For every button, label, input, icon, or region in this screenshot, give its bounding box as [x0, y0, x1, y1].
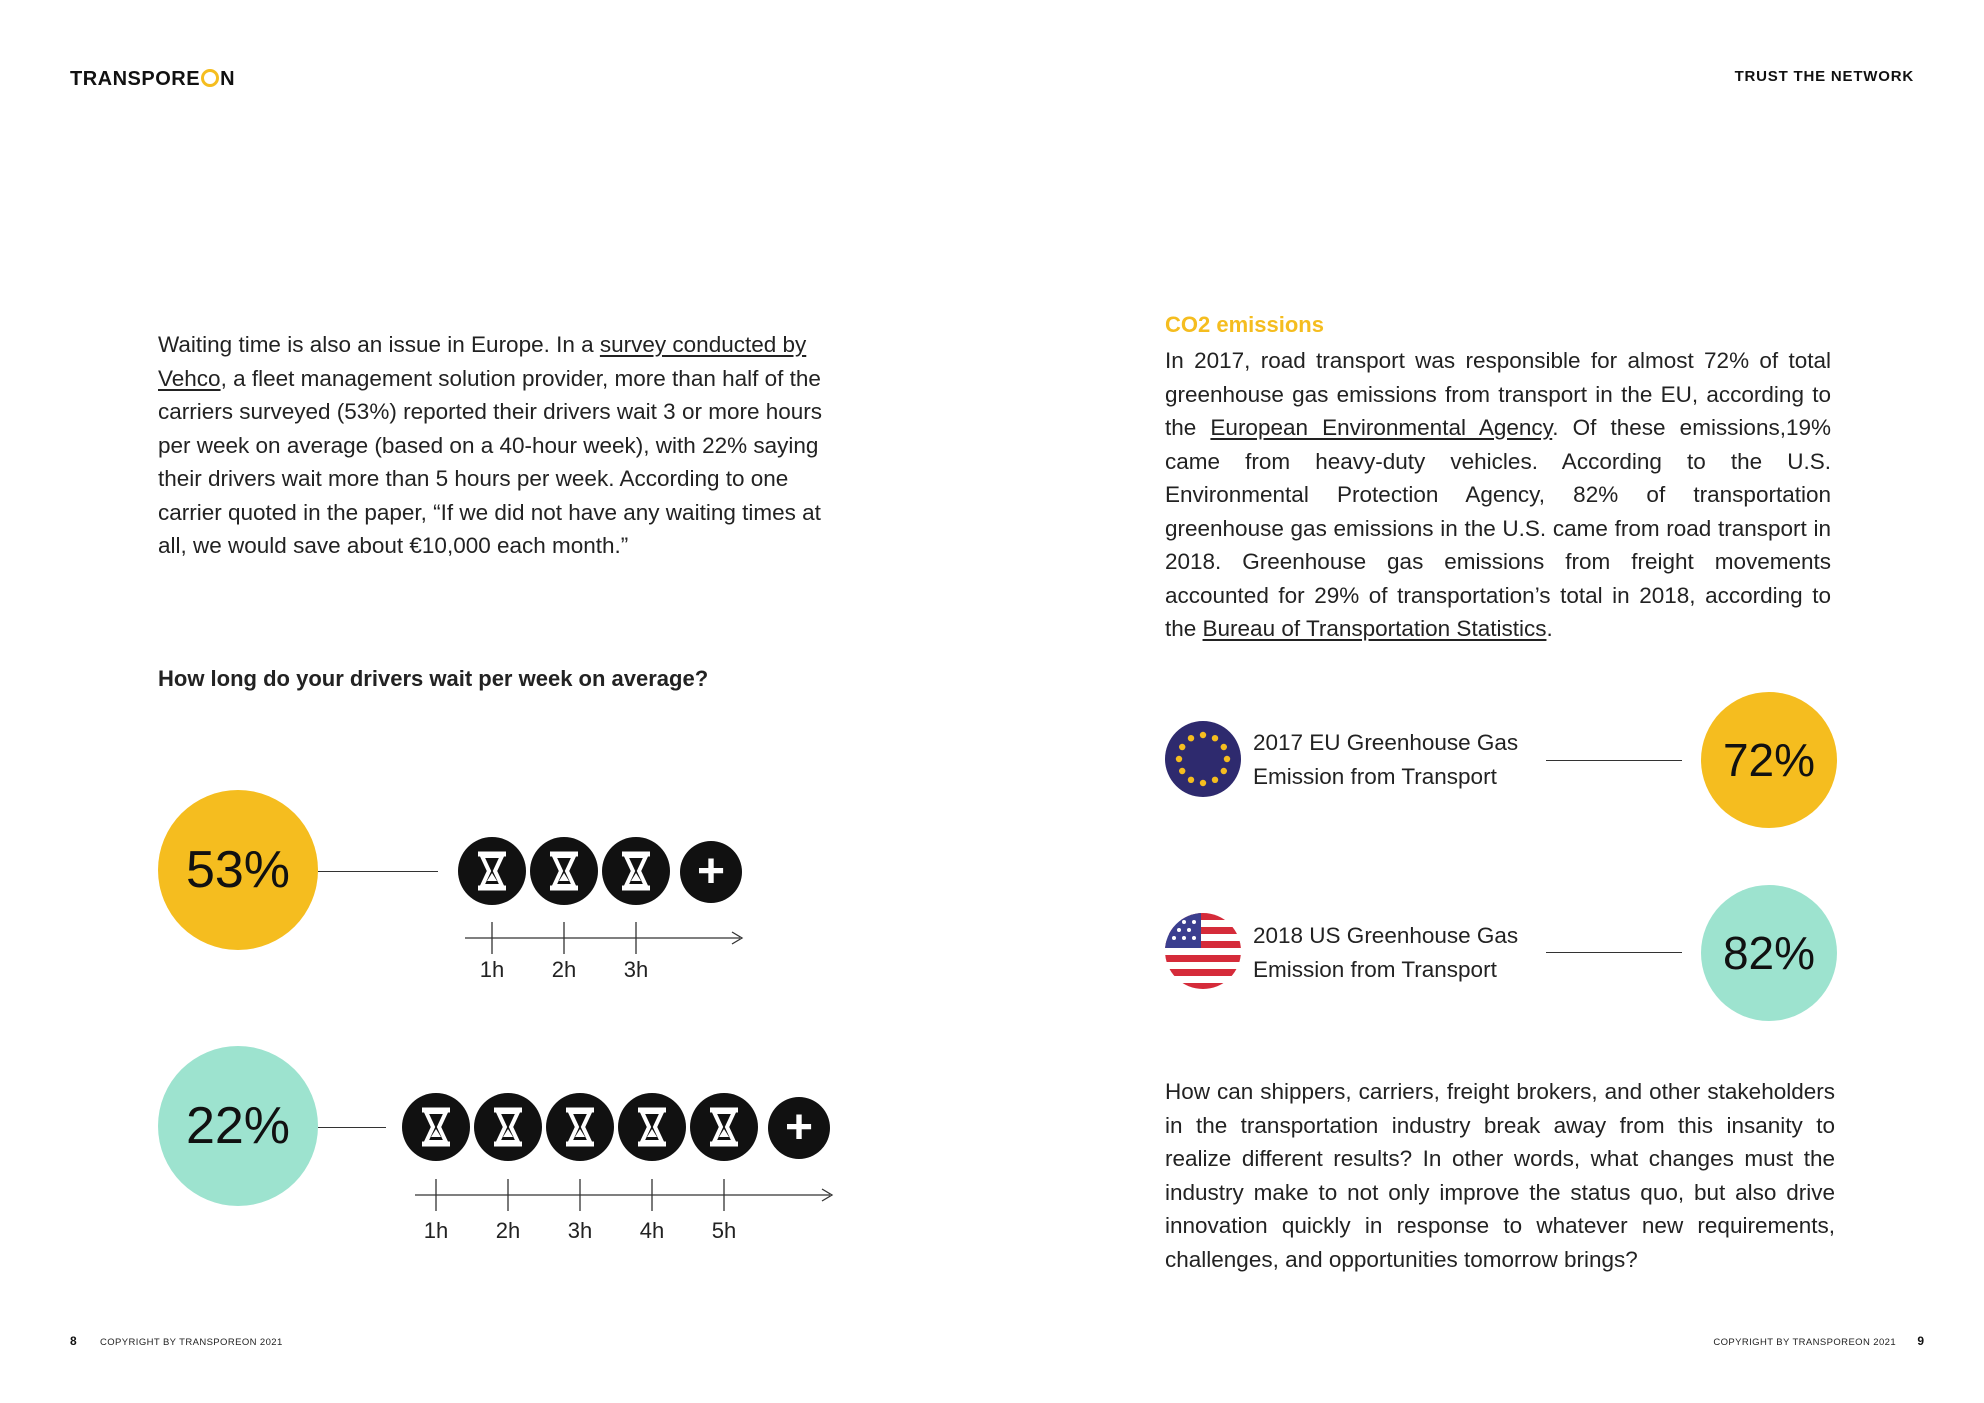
- tick-label-3h: 3h: [623, 957, 649, 982]
- connector-line: [1546, 760, 1682, 761]
- plus-icon: +: [680, 841, 742, 903]
- co2-paragraph: In 2017, road transport was responsible for almost 72% of total greenhouse gas emissions from transport in the EU, according to the European Environmental Agency. Of these emissions,19% came from heavy-duty vehicles. According to the U.S. Environmental Protection Agency, 82% of transportation greenhouse gas emissions in the U.S. came from road transport in 2018. Greenhouse gas emissions from freight movements accounted for 29% of transportation’s total in 2018, according to the Bureau of Transportation Statistics.: [1165, 348, 1831, 641]
- tagline: TRUST THE NETWORK: [1734, 68, 1914, 85]
- timeline-axis-1: [460, 920, 750, 956]
- eu-flag-icon: [1165, 721, 1241, 797]
- tick-label-4h: 4h: [639, 1218, 665, 1243]
- stat-circle-53: 53%: [158, 790, 318, 950]
- timeline-axis-2: [410, 1177, 840, 1213]
- connector-line: [318, 871, 438, 872]
- hourglass-icon: [618, 1093, 686, 1161]
- vehco-survey-link[interactable]: survey conducted by Vehco: [158, 332, 807, 391]
- hourglass-icon: [458, 837, 526, 905]
- wait-question-heading: How long do your drivers wait per week on average?: [158, 666, 709, 691]
- tick-label-1h: 1h: [423, 1218, 449, 1243]
- plus-icon: +: [768, 1097, 830, 1159]
- stat-circle-82: 82%: [1701, 885, 1837, 1021]
- hourglass-icon: [602, 837, 670, 905]
- hourglass-icon: [530, 837, 598, 905]
- closing-paragraph: How can shippers, carriers, freight brokers, and other stakeholders in the transportation industry break away from this insanity to realize different results? In other words, what changes must the industry make to not only improve the status quo, but also drive innovation quickly in response to whatever new requirements, challenges, and opportunities tomorrow brings?: [1165, 1079, 1835, 1272]
- page-number-right: 9: [1917, 1334, 1924, 1348]
- tick-label-1h: 1h: [479, 957, 505, 982]
- stat-circle-22: 22%: [158, 1046, 318, 1206]
- copyright-left: COPYRIGHT BY TRANSPOREON 2021: [100, 1337, 283, 1348]
- us-flag-icon: [1165, 913, 1241, 989]
- us-emission-label: 2018 US Greenhouse Gas Emission from Transport: [1253, 923, 1519, 982]
- brand-logo: TRANSPORE N: [70, 68, 236, 90]
- tick-label-5h: 5h: [711, 1218, 737, 1243]
- page-number-left: 8: [70, 1334, 77, 1348]
- stat-circle-72: 72%: [1701, 692, 1837, 828]
- co2-section-title: CO2 emissions: [1165, 312, 1324, 337]
- eu-emission-label: 2017 EU Greenhouse Gas Emission from Transport: [1253, 730, 1519, 789]
- bts-link[interactable]: Bureau of Transportation Statistics: [1202, 616, 1547, 641]
- eea-link[interactable]: European Environmental Agency: [1210, 415, 1553, 440]
- hourglass-icon: [474, 1093, 542, 1161]
- hourglass-icon: [402, 1093, 470, 1161]
- tick-label-2h: 2h: [551, 957, 577, 982]
- tick-label-2h: 2h: [495, 1218, 521, 1243]
- intro-paragraph: Waiting time is also an issue in Europe. In a survey conducted by Vehco, a fleet management solution provider, more than half of the carriers surveyed (53%) reported their drivers wait 3 or more hours per week on average (based on a 40-hour week), with 22% saying their drivers wait more than 5 hours per week. According to one carrier quoted in the paper, “If we did not have any waiting times at all, we would save about €10,000 each month.”: [158, 332, 822, 558]
- connector-line: [318, 1127, 386, 1128]
- connector-line: [1546, 952, 1682, 953]
- copyright-right: COPYRIGHT BY TRANSPOREON 2021: [1713, 1337, 1896, 1348]
- tick-label-3h: 3h: [567, 1218, 593, 1243]
- hourglass-icon: [546, 1093, 614, 1161]
- hourglass-icon: [690, 1093, 758, 1161]
- logo-ring-icon: [201, 69, 219, 87]
